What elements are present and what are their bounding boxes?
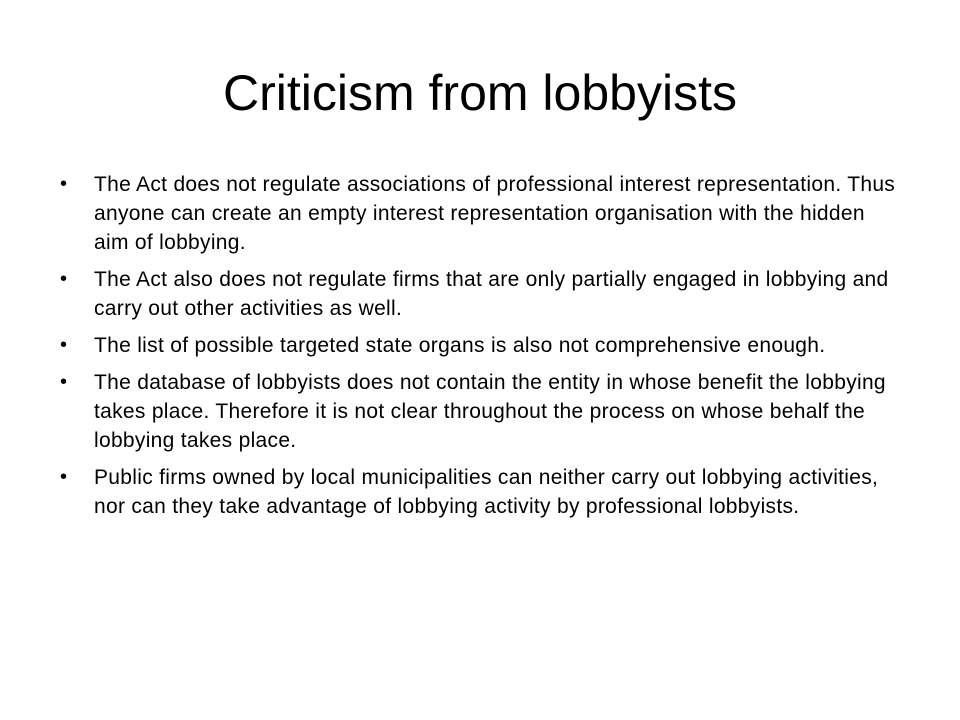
bullet-item	[56, 331, 898, 360]
bullet-icon: •	[60, 268, 68, 290]
bullet-list	[56, 170, 898, 529]
bullet-text: The Act also does not regulate firms that are only partially engaged in lobbying and carry out other activities as well.	[94, 268, 889, 320]
slide-title: Criticism from lobbyists	[223, 65, 737, 121]
bullet-text: Public firms owned by local municipalities can neither carry out lobbying activities, nor can they take advantage of lobbying activity by professional lobbyists.	[94, 466, 879, 518]
bullet-text: The list of possible targeted state organs is also not comprehensive enough.	[94, 334, 826, 357]
bullet-item	[56, 368, 898, 455]
bullet-item	[56, 170, 898, 257]
bullet-text: The Act does not regulate associations of professional interest representation. Thus anyone can create an empty interest representation organisation with the hidden aim of lobbying.	[94, 173, 896, 254]
bullet-icon: •	[60, 371, 68, 393]
bullet-icon: •	[60, 334, 68, 356]
bullet-text: The database of lobbyists does not contain the entity in whose benefit the lobbying takes place. Therefore it is not clear throughout the process on whose behalf the lobbying takes place.	[94, 371, 886, 452]
bullet-icon: •	[60, 173, 68, 195]
bullet-item	[56, 265, 898, 323]
bullet-item	[56, 463, 898, 521]
bullet-icon: •	[60, 466, 68, 488]
